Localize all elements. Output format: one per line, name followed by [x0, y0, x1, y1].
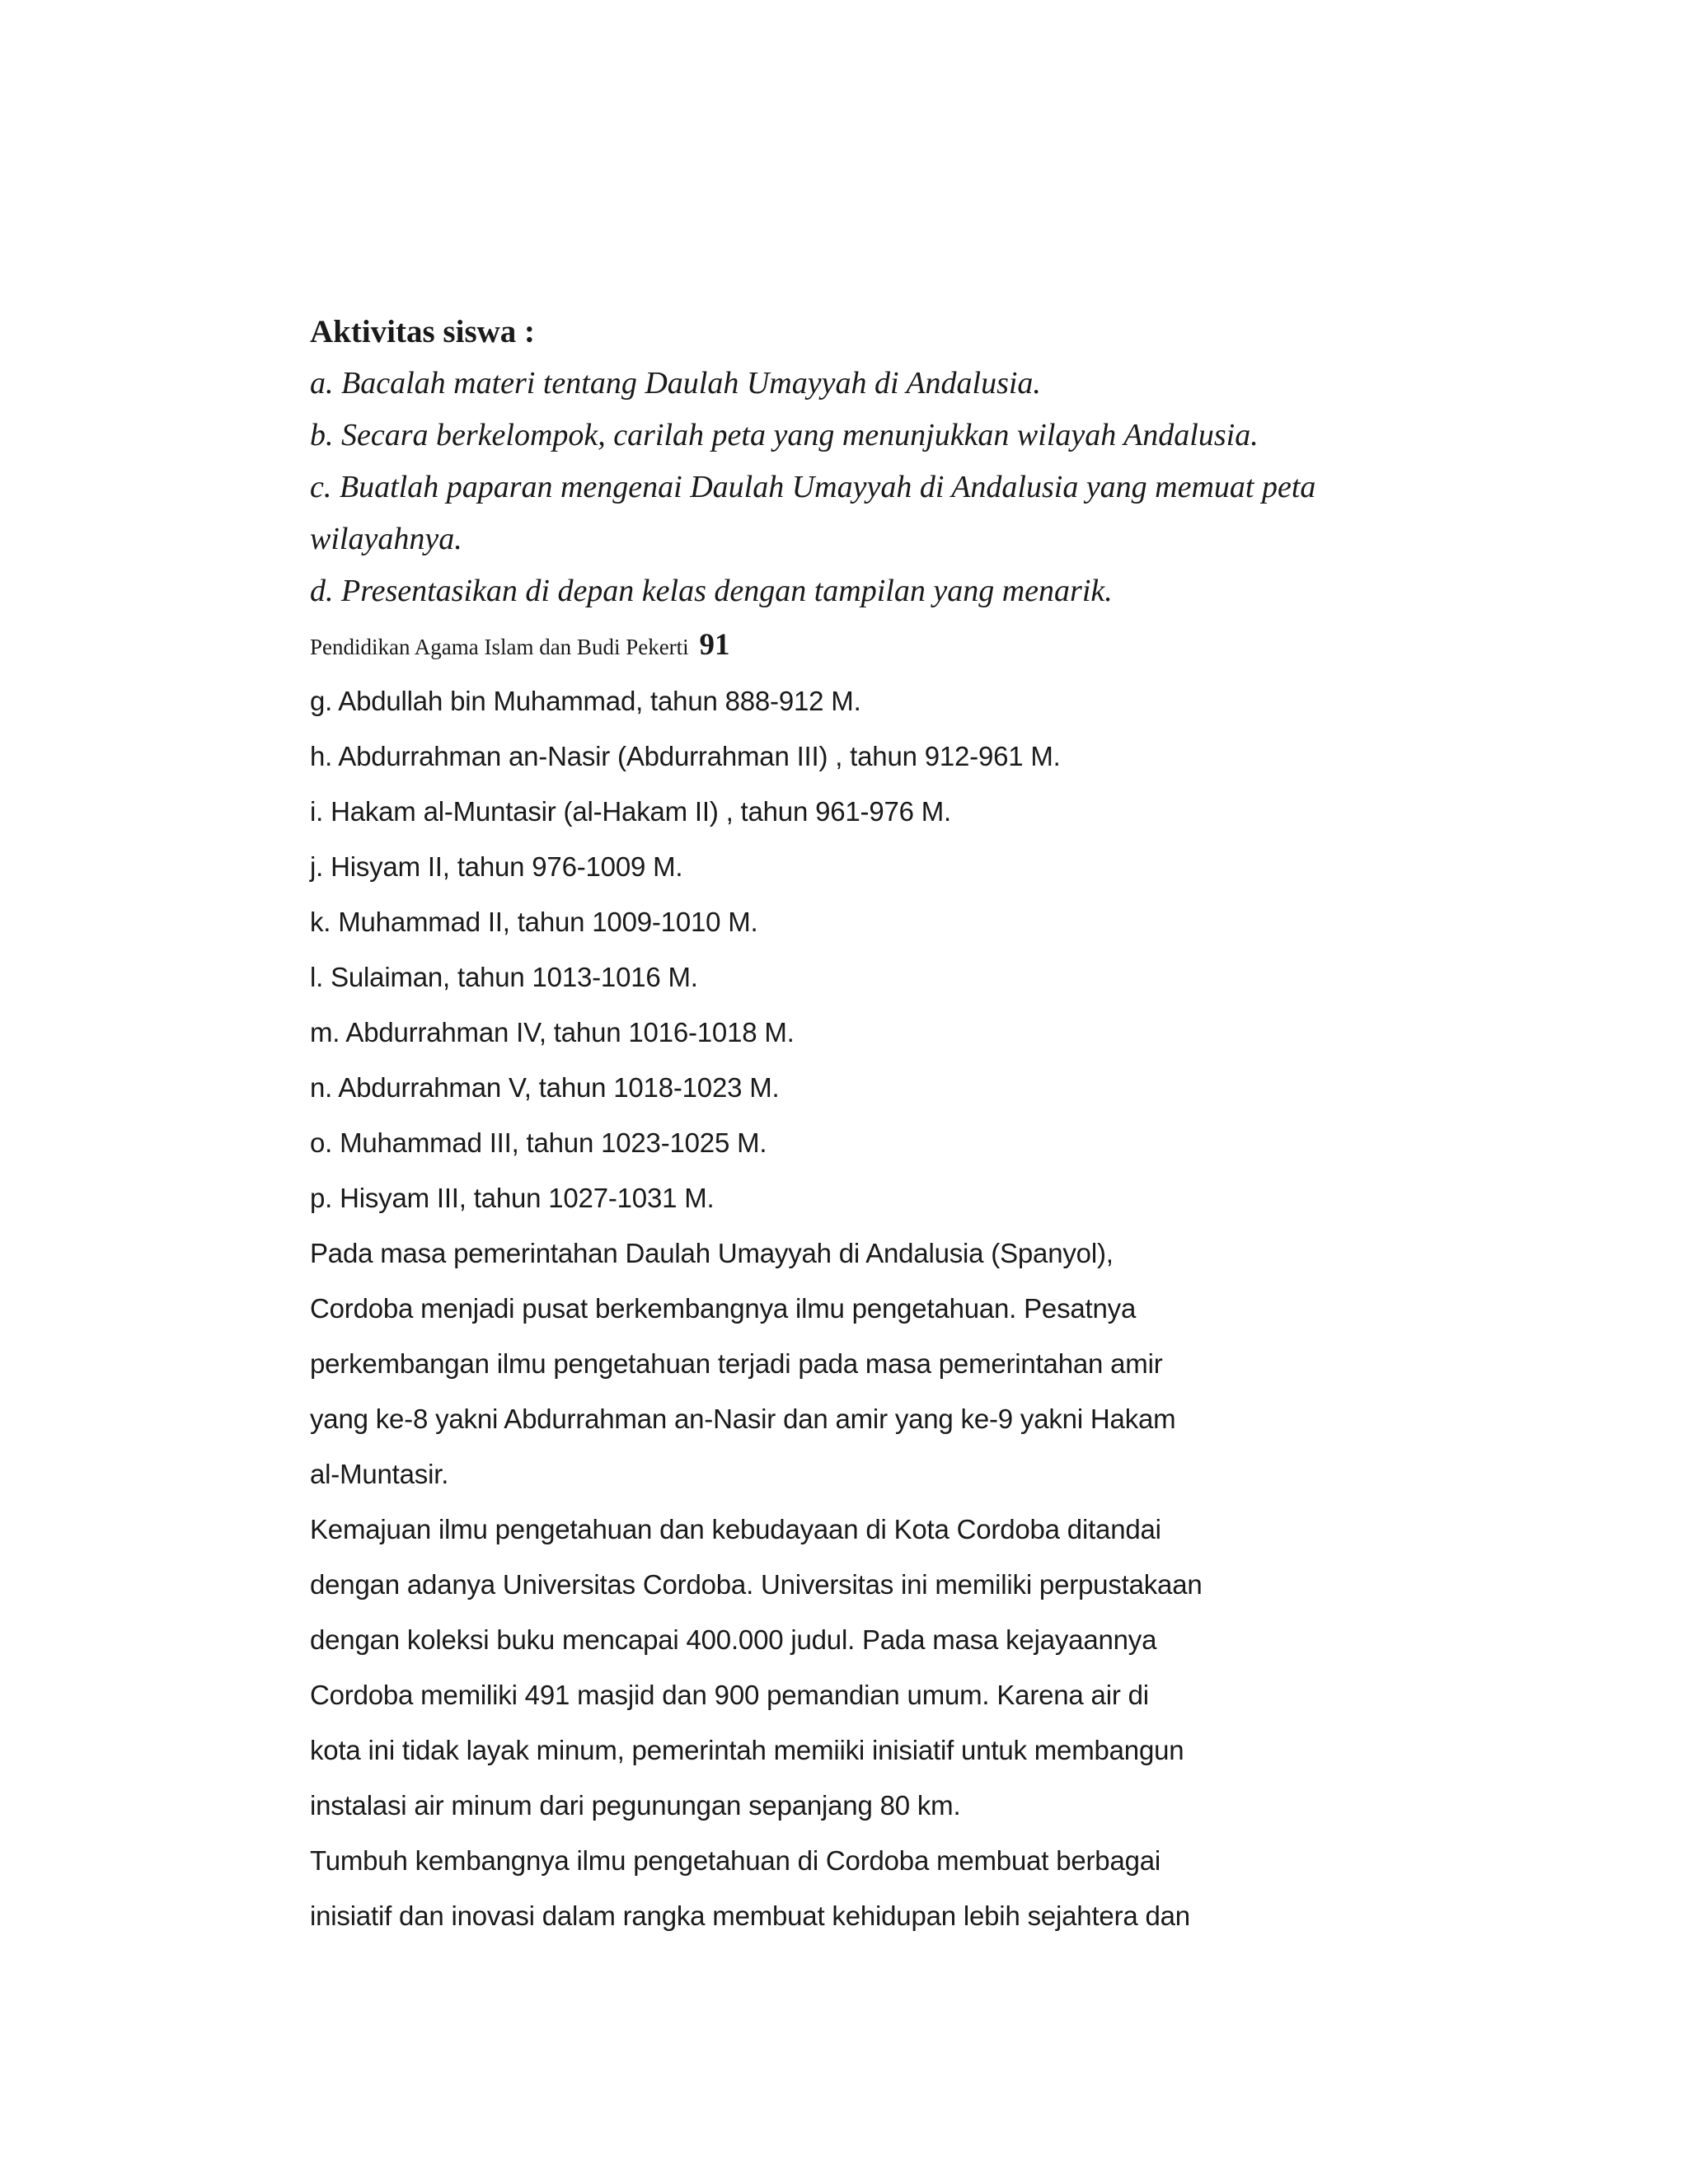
body-text-line: kota ini tidak layak minum, pemerintah memiiki inisiatif untuk membangun [310, 1735, 1184, 1765]
body-text-line: dengan adanya Universitas Cordoba. Universitas ini memiliki perpustakaan [310, 1569, 1203, 1600]
body-text-line: Cordoba memiliki 491 masjid dan 900 pemandian umum. Karena air di [310, 1680, 1149, 1710]
ruler-list-item: k. Muhammad II, tahun 1009-1010 M. [310, 907, 758, 937]
body-text-line: inisiatif dan inovasi dalam rangka membuat kehidupan lebih sejahtera dan [310, 1900, 1190, 1931]
body-text-line: perkembangan ilmu pengetahuan terjadi pada masa pemerintahan amir [310, 1348, 1163, 1379]
body-text-line: Pada masa pemerintahan Daulah Umayyah di Andalusia (Spanyol), [310, 1238, 1114, 1268]
body-text-line: dengan koleksi buku mencapai 400.000 judul. Pada masa kejayaannya [310, 1624, 1157, 1655]
body-text-line: Tumbuh kembangnya ilmu pengetahuan di Cordoba membuat berbagai [310, 1845, 1161, 1876]
ruler-list-item: o. Muhammad III, tahun 1023-1025 M. [310, 1127, 767, 1158]
activity-item: d. Presentasikan di depan kelas dengan tampilan yang menarik. [310, 574, 1113, 608]
ruler-list-item: j. Hisyam II, tahun 976-1009 M. [310, 851, 683, 882]
ruler-list-item: n. Abdurrahman V, tahun 1018-1023 M. [310, 1072, 780, 1103]
body-text-line: yang ke-8 yakni Abdurrahman an-Nasir dan amir yang ke-9 yakni Hakam [310, 1404, 1176, 1434]
page-content [310, 307, 1381, 1943]
ruler-list-item: p. Hisyam III, tahun 1027-1031 M. [310, 1183, 715, 1213]
body-text-line: Kemajuan ilmu pengetahuan dan kebudayaan di Kota Cordoba ditandai [310, 1514, 1161, 1544]
ruler-list-item: l. Sulaiman, tahun 1013-1016 M. [310, 962, 698, 992]
book-title: Pendidikan Agama Islam dan Budi Pekerti [310, 635, 689, 659]
activity-item: c. Buatlah paparan mengenai Daulah Umayyah di Andalusia yang memuat peta [310, 470, 1316, 504]
activity-item: a. Bacalah materi tentang Daulah Umayyah di Andalusia. [310, 366, 1041, 401]
ruler-list-item: h. Abdurrahman an-Nasir (Abdurrahman III) , tahun 912-961 M. [310, 741, 1061, 771]
body-text-line: Cordoba menjadi pusat berkembangnya ilmu pengetahuan. Pesatnya [310, 1293, 1137, 1324]
ruler-list-item: i. Hakam al-Muntasir (al-Hakam II) , tahun 961-976 M. [310, 796, 952, 827]
page-footer [310, 617, 1381, 673]
activity-heading: Aktivitas siswa : [310, 314, 536, 349]
ruler-list-item: m. Abdurrahman IV, tahun 1016-1018 M. [310, 1017, 795, 1047]
activity-item-continuation: wilayahnya. [310, 522, 462, 556]
page-number: 91 [699, 628, 730, 662]
body-text-line: instalasi air minum dari pegunungan sepanjang 80 km. [310, 1790, 961, 1821]
activity-item: b. Secara berkelompok, carilah peta yang menunjukkan wilayah Andalusia. [310, 418, 1259, 452]
ruler-list-item: g. Abdullah bin Muhammad, tahun 888-912 M. [310, 686, 861, 716]
body-text-line: al-Muntasir. [310, 1459, 449, 1489]
